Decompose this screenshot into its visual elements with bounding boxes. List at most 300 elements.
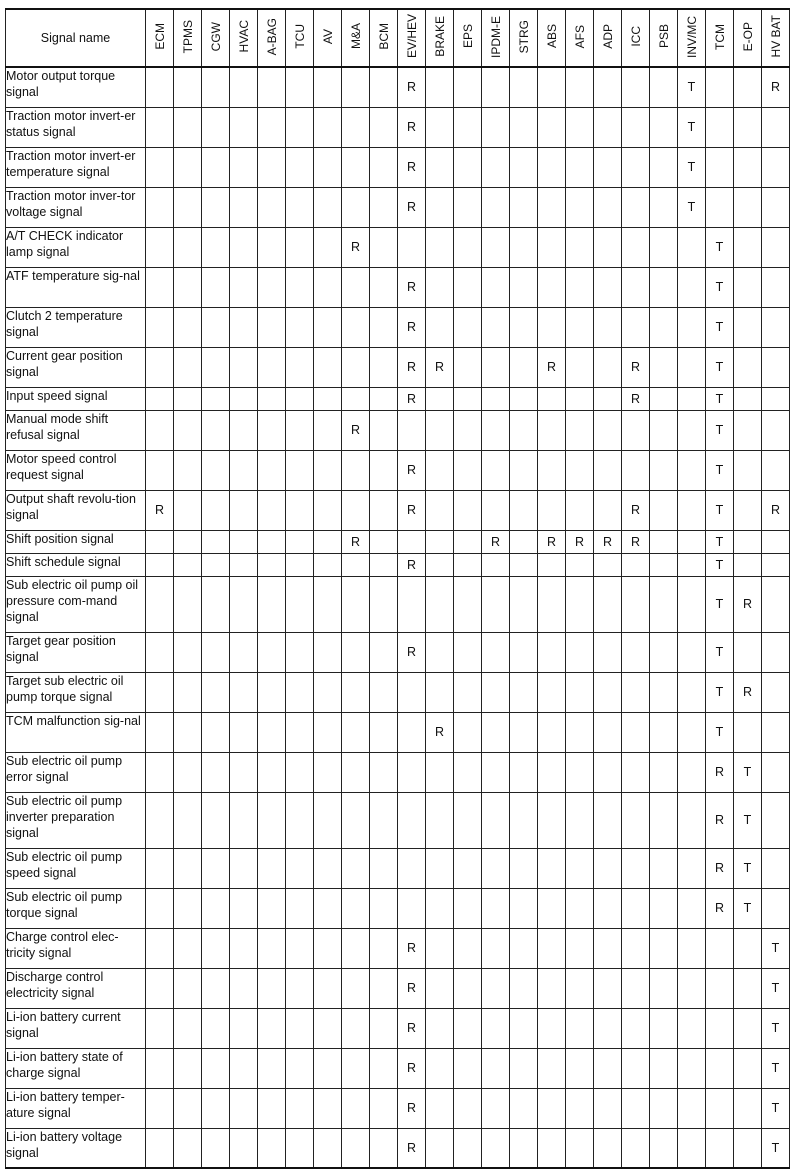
signal-cell — [202, 1088, 230, 1128]
table-row — [6, 307, 790, 347]
signal-cell — [370, 928, 398, 968]
signal-cell — [482, 387, 510, 410]
signal-name-cell: Sub electric oil pump speed signal — [6, 848, 146, 888]
signal-name-cell: Clutch 2 temperature signal — [6, 307, 146, 347]
signal-cell — [762, 387, 790, 410]
signal-cell — [286, 1128, 314, 1168]
signal-cell — [622, 187, 650, 227]
table-row — [6, 792, 790, 848]
signal-cell — [202, 187, 230, 227]
signal-cell — [762, 187, 790, 227]
signal-cell — [314, 1008, 342, 1048]
signal-cell — [258, 632, 286, 672]
signal-cell: R — [398, 1008, 426, 1048]
signal-cell — [286, 187, 314, 227]
signal-cell: R — [426, 712, 454, 752]
signal-cell — [538, 888, 566, 928]
signal-cell — [566, 227, 594, 267]
table-row — [6, 1008, 790, 1048]
signal-cell — [650, 553, 678, 576]
signal-cell — [706, 107, 734, 147]
signal-cell — [258, 347, 286, 387]
signal-cell — [174, 490, 202, 530]
signal-cell — [734, 1088, 762, 1128]
signal-cell — [258, 267, 286, 307]
signal-cell — [314, 928, 342, 968]
table-row — [6, 968, 790, 1008]
signal-cell — [594, 67, 622, 107]
signal-cell: R — [566, 530, 594, 553]
signal-cell — [510, 792, 538, 848]
signal-cell — [146, 553, 174, 576]
signal-cell — [566, 632, 594, 672]
signal-cell — [314, 67, 342, 107]
signal-cell: R — [398, 490, 426, 530]
signal-name-cell: Motor speed control request signal — [6, 450, 146, 490]
column-header — [286, 9, 314, 67]
signal-cell — [594, 107, 622, 147]
signal-cell — [538, 1048, 566, 1088]
signal-cell — [482, 848, 510, 888]
signal-cell — [622, 107, 650, 147]
signal-cell — [454, 632, 482, 672]
signal-name-header: Signal name — [6, 9, 146, 67]
signal-cell — [454, 307, 482, 347]
signal-cell — [762, 107, 790, 147]
signal-cell — [202, 307, 230, 347]
table-row — [6, 147, 790, 187]
signal-cell — [174, 67, 202, 107]
signal-cell — [678, 410, 706, 450]
signal-cell — [762, 752, 790, 792]
column-header — [538, 9, 566, 67]
signal-cell — [202, 888, 230, 928]
signal-cell — [510, 1008, 538, 1048]
signal-cell — [202, 712, 230, 752]
signal-cell: R — [706, 888, 734, 928]
signal-cell — [510, 928, 538, 968]
signal-cell — [734, 553, 762, 576]
signal-cell — [314, 752, 342, 792]
signal-cell — [734, 712, 762, 752]
signal-cell — [426, 107, 454, 147]
signal-cell — [566, 187, 594, 227]
signal-cell — [342, 553, 370, 576]
signal-cell — [538, 672, 566, 712]
signal-cell — [734, 490, 762, 530]
signal-cell — [538, 147, 566, 187]
signal-cell — [622, 1088, 650, 1128]
signal-cell — [426, 147, 454, 187]
signal-cell — [258, 848, 286, 888]
signal-cell — [174, 928, 202, 968]
signal-cell — [230, 307, 258, 347]
signal-cell — [650, 67, 678, 107]
signal-cell — [622, 792, 650, 848]
signal-cell — [230, 1048, 258, 1088]
signal-cell — [538, 227, 566, 267]
signal-cell — [706, 1088, 734, 1128]
signal-cell — [762, 267, 790, 307]
signal-cell — [286, 632, 314, 672]
signal-cell — [314, 107, 342, 147]
signal-cell: R — [622, 490, 650, 530]
signal-cell — [258, 530, 286, 553]
signal-cell — [454, 147, 482, 187]
column-header-label: EPS — [460, 24, 475, 49]
signal-name-cell: Li-ion battery state of charge signal — [6, 1048, 146, 1088]
signal-cell — [566, 450, 594, 490]
signal-cell — [230, 672, 258, 712]
signal-cell: R — [342, 410, 370, 450]
signal-cell — [342, 792, 370, 848]
signal-cell — [286, 1088, 314, 1128]
signal-cell — [538, 387, 566, 410]
signal-cell — [314, 307, 342, 347]
signal-cell — [314, 848, 342, 888]
signal-cell — [314, 387, 342, 410]
signal-cell — [454, 1128, 482, 1168]
signal-cell — [314, 968, 342, 1008]
signal-cell — [258, 1088, 286, 1128]
signal-cell — [426, 968, 454, 1008]
signal-cell — [174, 712, 202, 752]
signal-cell — [510, 888, 538, 928]
signal-cell — [622, 712, 650, 752]
signal-cell — [482, 553, 510, 576]
signal-name-cell: Input speed signal — [6, 387, 146, 410]
signal-cell — [538, 107, 566, 147]
signal-name-cell: Li-ion battery voltage signal — [6, 1128, 146, 1168]
signal-cell — [538, 450, 566, 490]
signal-cell — [398, 576, 426, 632]
signal-cell: R — [398, 107, 426, 147]
signal-cell — [286, 147, 314, 187]
table-row — [6, 553, 790, 576]
signal-cell — [146, 347, 174, 387]
column-header-label: TCM — [712, 23, 727, 50]
signal-cell — [650, 848, 678, 888]
signal-cell — [538, 752, 566, 792]
signal-cell — [566, 267, 594, 307]
column-header — [314, 9, 342, 67]
table-body — [6, 67, 790, 1168]
table-row — [6, 888, 790, 928]
signal-cell — [594, 387, 622, 410]
signal-cell: T — [706, 267, 734, 307]
signal-cell — [734, 410, 762, 450]
signal-cell — [650, 1088, 678, 1128]
signal-cell — [202, 267, 230, 307]
signal-cell — [482, 1048, 510, 1088]
signal-cell — [230, 576, 258, 632]
signal-cell — [370, 387, 398, 410]
signal-cell — [202, 107, 230, 147]
column-header-label: TCU — [292, 24, 307, 49]
signal-cell — [146, 187, 174, 227]
column-header — [650, 9, 678, 67]
signal-cell — [650, 672, 678, 712]
signal-name-cell: Shift schedule signal — [6, 553, 146, 576]
signal-cell — [454, 187, 482, 227]
signal-cell — [202, 1128, 230, 1168]
signal-cell — [258, 450, 286, 490]
signal-cell — [454, 792, 482, 848]
signal-cell — [230, 553, 258, 576]
signal-cell — [230, 1008, 258, 1048]
signal-cell — [482, 968, 510, 1008]
signal-name-cell: Charge control elec-tricity signal — [6, 928, 146, 968]
signal-name-cell: Li-ion battery temper-ature signal — [6, 1088, 146, 1128]
signal-cell — [566, 307, 594, 347]
signal-cell — [202, 576, 230, 632]
signal-cell — [650, 490, 678, 530]
signal-cell — [258, 187, 286, 227]
column-header — [146, 9, 174, 67]
signal-cell — [510, 107, 538, 147]
signal-cell — [146, 1048, 174, 1088]
signal-cell — [342, 888, 370, 928]
column-header — [370, 9, 398, 67]
signal-cell: T — [706, 450, 734, 490]
table-header-row — [6, 9, 790, 67]
signal-cell — [230, 530, 258, 553]
signal-cell — [734, 147, 762, 187]
column-header-label: A-BAG — [264, 17, 279, 56]
signal-cell — [146, 1128, 174, 1168]
signal-cell — [146, 387, 174, 410]
signal-cell — [538, 848, 566, 888]
signal-cell: R — [706, 848, 734, 888]
signal-cell — [454, 67, 482, 107]
signal-cell — [594, 267, 622, 307]
signal-cell: R — [398, 187, 426, 227]
signal-cell: T — [762, 928, 790, 968]
signal-cell — [202, 553, 230, 576]
signal-name-cell: Current gear position signal — [6, 347, 146, 387]
column-header-label: ABS — [544, 24, 559, 49]
signal-name-cell: Traction motor invert-er temperature signal — [6, 147, 146, 187]
signal-cell — [146, 632, 174, 672]
signal-cell — [342, 347, 370, 387]
signal-cell — [678, 968, 706, 1008]
signal-cell: R — [622, 387, 650, 410]
signal-cell — [286, 792, 314, 848]
signal-cell: T — [706, 410, 734, 450]
signal-cell — [174, 888, 202, 928]
signal-cell — [202, 752, 230, 792]
table-row — [6, 672, 790, 712]
column-header-label: CGW — [208, 21, 223, 52]
signal-cell — [258, 888, 286, 928]
signal-cell — [230, 267, 258, 307]
signal-cell — [398, 712, 426, 752]
signal-cell — [762, 530, 790, 553]
signal-cell — [370, 888, 398, 928]
signal-cell — [426, 450, 454, 490]
signal-cell — [314, 490, 342, 530]
signal-cell — [314, 450, 342, 490]
signal-cell — [146, 792, 174, 848]
signal-cell — [510, 490, 538, 530]
signal-cell — [510, 576, 538, 632]
signal-cell — [202, 672, 230, 712]
signal-cell — [314, 576, 342, 632]
signal-cell — [622, 450, 650, 490]
signal-cell — [566, 347, 594, 387]
signal-cell — [286, 968, 314, 1008]
signal-cell — [454, 530, 482, 553]
signal-cell — [538, 187, 566, 227]
signal-cell — [510, 1048, 538, 1088]
signal-cell — [286, 752, 314, 792]
signal-cell — [258, 490, 286, 530]
signal-cell — [482, 632, 510, 672]
signal-cell — [342, 928, 370, 968]
signal-cell — [594, 147, 622, 187]
signal-cell — [482, 1088, 510, 1128]
signal-cell — [314, 632, 342, 672]
signal-cell — [734, 1128, 762, 1168]
signal-cell — [202, 450, 230, 490]
signal-cell — [482, 187, 510, 227]
column-header-label: EV/HEV — [404, 14, 419, 59]
signal-cell — [258, 107, 286, 147]
signal-cell — [622, 410, 650, 450]
signal-cell — [454, 267, 482, 307]
signal-cell — [426, 632, 454, 672]
signal-cell — [594, 1088, 622, 1128]
column-header — [762, 9, 790, 67]
signal-cell — [174, 147, 202, 187]
signal-cell — [538, 1128, 566, 1168]
signal-cell — [510, 387, 538, 410]
table-row — [6, 848, 790, 888]
signal-cell — [230, 147, 258, 187]
signal-cell — [342, 147, 370, 187]
signal-cell — [454, 848, 482, 888]
signal-cell — [510, 848, 538, 888]
signal-cell — [454, 450, 482, 490]
signal-cell — [146, 848, 174, 888]
signal-cell — [258, 1008, 286, 1048]
signal-cell — [734, 67, 762, 107]
signal-cell — [426, 267, 454, 307]
signal-cell — [146, 672, 174, 712]
signal-cell — [258, 307, 286, 347]
column-header — [566, 9, 594, 67]
signal-cell — [762, 347, 790, 387]
signal-cell: T — [706, 307, 734, 347]
signal-cell — [342, 1008, 370, 1048]
signal-cell: R — [706, 792, 734, 848]
signal-cell — [706, 1048, 734, 1088]
signal-cell — [342, 1128, 370, 1168]
signal-cell: R — [734, 672, 762, 712]
signal-name-cell: Traction motor invert-er status signal — [6, 107, 146, 147]
signal-cell: R — [706, 752, 734, 792]
signal-cell — [482, 410, 510, 450]
signal-cell: T — [734, 792, 762, 848]
signal-cell — [538, 928, 566, 968]
signal-cell — [146, 712, 174, 752]
signal-cell — [314, 888, 342, 928]
signal-cell — [426, 576, 454, 632]
signal-cell — [174, 752, 202, 792]
signal-cell — [762, 848, 790, 888]
signal-cell — [342, 187, 370, 227]
signal-cell — [286, 307, 314, 347]
signal-cell — [398, 848, 426, 888]
signal-cell — [426, 387, 454, 410]
signal-cell — [342, 752, 370, 792]
signal-cell — [174, 307, 202, 347]
signal-cell — [174, 530, 202, 553]
signal-cell — [146, 888, 174, 928]
signal-cell — [286, 387, 314, 410]
signal-cell — [734, 968, 762, 1008]
signal-cell — [538, 553, 566, 576]
page — [5, 8, 790, 1169]
signal-cell — [734, 928, 762, 968]
column-header — [398, 9, 426, 67]
signal-cell — [594, 576, 622, 632]
signal-cell: R — [398, 928, 426, 968]
signal-cell — [314, 712, 342, 752]
signal-cell: T — [706, 227, 734, 267]
signal-cell — [454, 888, 482, 928]
column-header-label: AFS — [572, 24, 587, 49]
signal-cell — [342, 107, 370, 147]
signal-cell: T — [762, 1008, 790, 1048]
signal-cell — [650, 450, 678, 490]
signal-cell — [538, 1008, 566, 1048]
signal-cell — [230, 632, 258, 672]
signal-cell: T — [706, 553, 734, 576]
signal-cell — [342, 67, 370, 107]
signal-cell: T — [734, 848, 762, 888]
column-header-label: INV/MC — [684, 15, 699, 58]
signal-name-cell: Sub electric oil pump error signal — [6, 752, 146, 792]
signal-cell — [258, 553, 286, 576]
signal-cell — [678, 752, 706, 792]
signal-name-cell: Sub electric oil pump oil pressure com-mand signal — [6, 576, 146, 632]
signal-cell — [426, 67, 454, 107]
signal-cell: R — [342, 227, 370, 267]
signal-cell — [678, 1008, 706, 1048]
signal-cell — [398, 530, 426, 553]
signal-cell — [146, 107, 174, 147]
signal-cell — [566, 1088, 594, 1128]
signal-cell — [622, 1048, 650, 1088]
table-row — [6, 576, 790, 632]
signal-cell — [594, 792, 622, 848]
signal-cell — [510, 347, 538, 387]
signal-cell — [678, 553, 706, 576]
signal-cell — [622, 576, 650, 632]
signal-cell — [678, 848, 706, 888]
signal-cell — [678, 1128, 706, 1168]
signal-cell — [342, 632, 370, 672]
signal-cell — [202, 1008, 230, 1048]
signal-cell — [762, 227, 790, 267]
signal-cell — [426, 792, 454, 848]
signal-cell — [342, 672, 370, 712]
signal-cell — [202, 968, 230, 1008]
signal-cell — [650, 410, 678, 450]
signal-cell — [482, 307, 510, 347]
signal-cell — [202, 792, 230, 848]
